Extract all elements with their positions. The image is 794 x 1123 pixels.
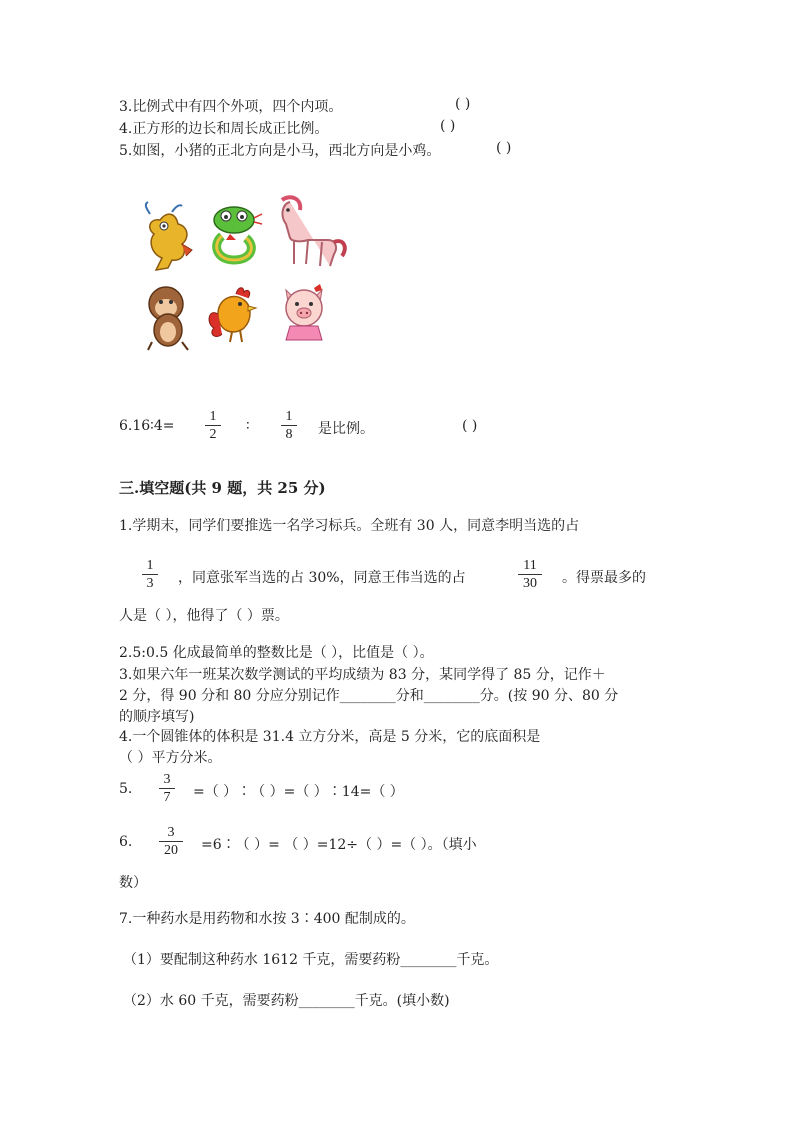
dragon-icon [146,202,192,270]
fill-q4-line2[interactable]: （ ）平方分米。 [119,750,222,766]
fraction-one-eighth [281,409,297,442]
monkey-icon [148,287,188,350]
fraction-denominator: 3 [146,576,154,591]
fill-q4-line1: 4.一个圆锥体的体积是 31.4 立方分米，高是 5 分米，它的底面积是 [119,729,541,745]
fraction-bar [518,574,542,575]
fill-q1-mid: ，同意张军当选的占 30%，同意王伟当选的占 [178,570,466,586]
fill-q3-line3: 的顺序填写) [119,709,195,725]
section-title: 三.填空题(共 9 题，共 25 分) [119,479,326,497]
judge-q5-text: 5.如图，小猪的正北方向是小马，西北方向是小鸡。 [119,143,441,159]
fill-q6-rest[interactable]: =6∶（ ）= （ ）=12÷（ ）=（ ）。（填小 [201,837,477,853]
fill-q5-prefix: 5. [119,781,133,797]
fill-q7-line1: 7.一种药水是用药物和水按 3∶400 配制成的。 [119,911,415,927]
zodiac-animals-figure [132,192,356,354]
judge-q4-text: 4.正方形的边长和周长成正比例。 [119,121,329,137]
judge-q3-answer-paren[interactable]: ( ) [455,96,471,112]
pig-icon [286,284,322,340]
fill-q2-text[interactable]: 2.5:0.5 化成最简单的整数比是（ ），比值是（ ）。 [119,645,434,661]
fill-q1-line1: 1.学期末，同学们要推选一名学习标兵。全班有 30 人，同意李明当选的占 [119,518,580,534]
fraction-bar [281,425,297,426]
fraction-bar [205,425,221,426]
judge-q4-answer-paren[interactable]: ( ) [440,118,456,134]
fill-q6-tail: 数） [119,875,147,891]
fill-q7-sub1[interactable]: （1）要配制这种药水 1612 千克，需要药粉________千克。 [123,952,499,968]
fill-q3-line1: 3.如果六年一班某次数学测试的平均成绩为 83 分，某同学得了 85 分，记作＋ [119,667,606,683]
judge-q6-suffix: 是比例。 [318,421,374,437]
fill-q7-sub2[interactable]: （2）水 60 千克，需要药粉________千克。(填小数) [123,993,450,1009]
fraction-numerator: 3 [167,825,175,840]
fraction-three-twentieths [159,825,183,858]
fraction-bar [142,574,158,575]
fill-q6-prefix: 6. [119,834,133,850]
judge-q6-answer-paren[interactable]: ( ) [462,418,478,434]
fraction-numerator: 1 [209,409,217,424]
fraction-denominator: 20 [164,843,178,858]
fraction-one-half [205,409,221,442]
fraction-numerator: 3 [163,772,171,787]
fill-q5-rest[interactable]: =（ ）∶（ ）=（ ）∶14=（ ） [193,784,404,800]
fraction-bar [159,841,183,842]
fraction-denominator: 8 [285,427,293,442]
fraction-numerator: 11 [523,558,537,573]
fraction-bar [159,788,175,789]
fraction-eleven-thirtieths [518,558,542,591]
judge-q6-prefix: 6.16∶4= [119,418,175,434]
fill-q3-line2[interactable]: 2 分，得 90 分和 80 分应分别记作________分和________分。(按 90 分、80 分 [119,688,619,704]
judge-q3-text: 3.比例式中有四个外项，四个内项。 [119,99,343,115]
horse-icon [282,197,345,266]
fraction-numerator: 1 [146,558,154,573]
fill-q1-line3[interactable]: 人是（ ），他得了（ ）票。 [119,608,289,624]
ratio-colon: ∶ [246,418,250,434]
fill-q1-tail: 。得票最多的 [562,570,646,586]
fraction-three-sevenths [159,772,175,805]
snake-icon [214,207,262,260]
fraction-denominator: 7 [163,790,171,805]
fraction-numerator: 1 [285,409,293,424]
rooster-icon [209,288,256,342]
judge-q5-answer-paren[interactable]: ( ) [496,140,512,156]
fraction-denominator: 2 [209,427,217,442]
fraction-denominator: 30 [523,576,537,591]
fraction-one-third [142,558,158,591]
